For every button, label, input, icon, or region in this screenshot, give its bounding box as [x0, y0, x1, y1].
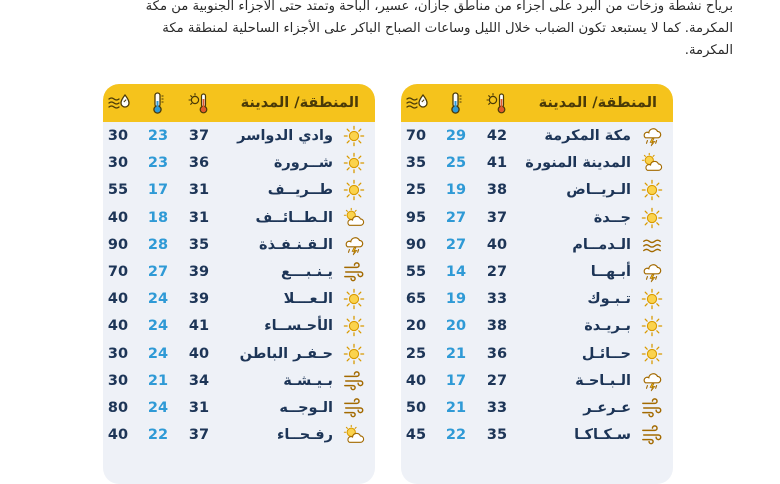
wind-icon	[641, 424, 663, 446]
city-name: الـعـــلا	[283, 291, 333, 308]
wind-icon	[343, 370, 365, 392]
max-temp: 33	[486, 400, 508, 416]
city-name: طــريــف	[267, 182, 333, 199]
city-name: بـيـشـة	[283, 372, 333, 389]
humidity: 90	[405, 236, 427, 253]
max-temp: 38	[486, 182, 508, 199]
sun-icon	[343, 125, 365, 147]
max-temp: 40	[188, 345, 210, 362]
min-temp: 23	[147, 128, 169, 144]
max-temp: 42	[486, 128, 508, 144]
haze-icon	[641, 234, 663, 256]
min-temp: 24	[147, 318, 169, 335]
table-row	[401, 177, 673, 204]
humidity: 40	[107, 427, 129, 444]
sun-cloud-icon	[641, 152, 663, 174]
max-temp: 34	[188, 372, 210, 389]
thermometer-cold-icon	[444, 91, 468, 115]
max-temp: 41	[486, 155, 508, 172]
max-temp: 39	[188, 264, 210, 280]
column-city-label: المنطقة/ المدينة	[240, 95, 359, 111]
table-row	[103, 123, 375, 150]
table-row	[103, 259, 375, 286]
thunderstorm-icon	[641, 125, 663, 147]
table-row	[401, 150, 673, 177]
sun-cloud-icon	[343, 424, 365, 446]
min-temp: 17	[445, 372, 467, 389]
min-temp: 27	[445, 209, 467, 226]
min-temp: 22	[147, 427, 169, 444]
intro-line-3: المكرمة.	[684, 43, 733, 58]
table-row	[103, 422, 375, 449]
min-temp: 24	[147, 345, 169, 362]
thermometer-cold-icon	[146, 91, 170, 115]
table-row	[401, 368, 673, 395]
city-name: الـدمــام	[572, 236, 631, 253]
humidity: 35	[405, 155, 427, 172]
sun-icon	[343, 152, 365, 174]
table-row	[401, 341, 673, 368]
table-row	[103, 395, 375, 422]
city-name: الـطــائــف	[255, 209, 333, 226]
humidity-icon	[405, 91, 429, 115]
sun-icon	[641, 343, 663, 365]
city-name: عـرعـر	[583, 400, 631, 416]
table-row	[103, 313, 375, 340]
humidity: 25	[405, 182, 427, 199]
humidity: 45	[405, 427, 427, 444]
thunderstorm-icon	[343, 234, 365, 256]
weather-table-left	[103, 84, 375, 484]
min-temp: 17	[147, 182, 169, 199]
min-temp: 21	[445, 400, 467, 416]
table-row	[401, 205, 673, 232]
city-name: الـريــاض	[566, 182, 631, 199]
humidity: 70	[405, 128, 427, 144]
max-temp: 33	[486, 291, 508, 308]
min-temp: 24	[147, 400, 169, 416]
max-temp: 31	[188, 400, 210, 416]
humidity: 55	[405, 264, 427, 280]
min-temp: 23	[147, 155, 169, 172]
table-row	[103, 341, 375, 368]
max-temp: 39	[188, 291, 210, 308]
min-temp: 18	[147, 209, 169, 226]
sun-icon	[641, 288, 663, 310]
table-row	[401, 123, 673, 150]
thermometer-sun-icon	[187, 91, 211, 115]
sun-icon	[343, 315, 365, 337]
humidity: 25	[405, 345, 427, 362]
city-name: الأحـســاء	[264, 318, 333, 335]
city-name: الـقـنـفـذة	[259, 236, 333, 253]
city-name: المدينة المنورة	[525, 155, 631, 172]
min-temp: 21	[445, 345, 467, 362]
intro-line-2: المكرمة. كما لا يستبعد تكون الضباب خلال الليل وساعات الصباح الباكر على الأجزاء الساحلية لمنطقة مكة	[162, 21, 733, 36]
humidity: 30	[107, 345, 129, 362]
humidity: 30	[107, 372, 129, 389]
max-temp: 31	[188, 182, 210, 199]
table-header	[401, 84, 673, 122]
sun-icon	[641, 179, 663, 201]
max-temp: 40	[486, 236, 508, 253]
thunderstorm-icon	[641, 370, 663, 392]
min-temp: 28	[147, 236, 169, 253]
humidity: 90	[107, 236, 129, 253]
sun-cloud-icon	[343, 207, 365, 229]
humidity: 30	[107, 155, 129, 172]
max-temp: 38	[486, 318, 508, 335]
max-temp: 37	[188, 128, 210, 144]
table-row	[401, 422, 673, 449]
humidity: 80	[107, 400, 129, 416]
humidity: 55	[107, 182, 129, 199]
city-name: مكة المكرمة	[544, 128, 631, 144]
table-row	[103, 286, 375, 313]
humidity: 40	[107, 209, 129, 226]
humidity: 95	[405, 209, 427, 226]
table-row	[401, 232, 673, 259]
sun-icon	[641, 315, 663, 337]
table-row	[401, 286, 673, 313]
intro-paragraph	[33, 0, 733, 62]
city-name: الـبـاحـة	[575, 372, 631, 389]
min-temp: 24	[147, 291, 169, 308]
city-name: وادي الدواسر	[237, 128, 333, 144]
max-temp: 36	[486, 345, 508, 362]
humidity-icon	[107, 91, 131, 115]
table-row	[401, 313, 673, 340]
min-temp: 29	[445, 128, 467, 144]
max-temp: 36	[188, 155, 210, 172]
table-row	[401, 259, 673, 286]
sun-icon	[343, 343, 365, 365]
max-temp: 35	[188, 236, 210, 253]
city-name: تـبـوك	[587, 291, 631, 308]
min-temp: 25	[445, 155, 467, 172]
city-name: جــدة	[593, 209, 631, 226]
humidity: 20	[405, 318, 427, 335]
wind-icon	[641, 397, 663, 419]
wind-icon	[343, 397, 365, 419]
city-name: شــرورة	[273, 155, 333, 172]
max-temp: 31	[188, 209, 210, 226]
sun-icon	[343, 179, 365, 201]
max-temp: 41	[188, 318, 210, 335]
weather-table-right	[401, 84, 673, 484]
min-temp: 19	[445, 182, 467, 199]
max-temp: 27	[486, 264, 508, 280]
table-row	[103, 205, 375, 232]
city-name: حــائـل	[581, 345, 631, 362]
city-name: أبـهــا	[590, 264, 631, 280]
humidity: 65	[405, 291, 427, 308]
humidity: 40	[405, 372, 427, 389]
sun-icon	[641, 207, 663, 229]
city-name: سـكـاكـا	[574, 427, 631, 444]
max-temp: 37	[486, 209, 508, 226]
min-temp: 27	[147, 264, 169, 280]
table-row	[103, 177, 375, 204]
humidity: 30	[107, 128, 129, 144]
humidity: 70	[107, 264, 129, 280]
column-city-label: المنطقة/ المدينة	[538, 95, 657, 111]
min-temp: 21	[147, 372, 169, 389]
table-header	[103, 84, 375, 122]
humidity: 50	[405, 400, 427, 416]
sun-icon	[343, 288, 365, 310]
wind-icon	[343, 261, 365, 283]
min-temp: 19	[445, 291, 467, 308]
table-row	[103, 368, 375, 395]
max-temp: 35	[486, 427, 508, 444]
city-name: حـفـر الباطن	[239, 345, 333, 362]
max-temp: 37	[188, 427, 210, 444]
max-temp: 27	[486, 372, 508, 389]
intro-line-1: برياح نشطة وزخات من البرد على أجزاء من مناطق جازان، عسير، الباحة وتمتد حتى الأجزاء الجنوبية من مكة	[145, 0, 733, 14]
min-temp: 14	[445, 264, 467, 280]
humidity: 40	[107, 318, 129, 335]
humidity: 40	[107, 291, 129, 308]
thunderstorm-icon	[641, 261, 663, 283]
table-row	[103, 150, 375, 177]
min-temp: 22	[445, 427, 467, 444]
city-name: بـريـدة	[584, 318, 631, 335]
min-temp: 27	[445, 236, 467, 253]
city-name: رفـحــاء	[276, 427, 333, 444]
city-name: الـوجــه	[279, 400, 333, 416]
thermometer-sun-icon	[485, 91, 509, 115]
table-row	[401, 395, 673, 422]
min-temp: 20	[445, 318, 467, 335]
table-row	[103, 232, 375, 259]
city-name: يـنـبـــع	[281, 264, 333, 280]
